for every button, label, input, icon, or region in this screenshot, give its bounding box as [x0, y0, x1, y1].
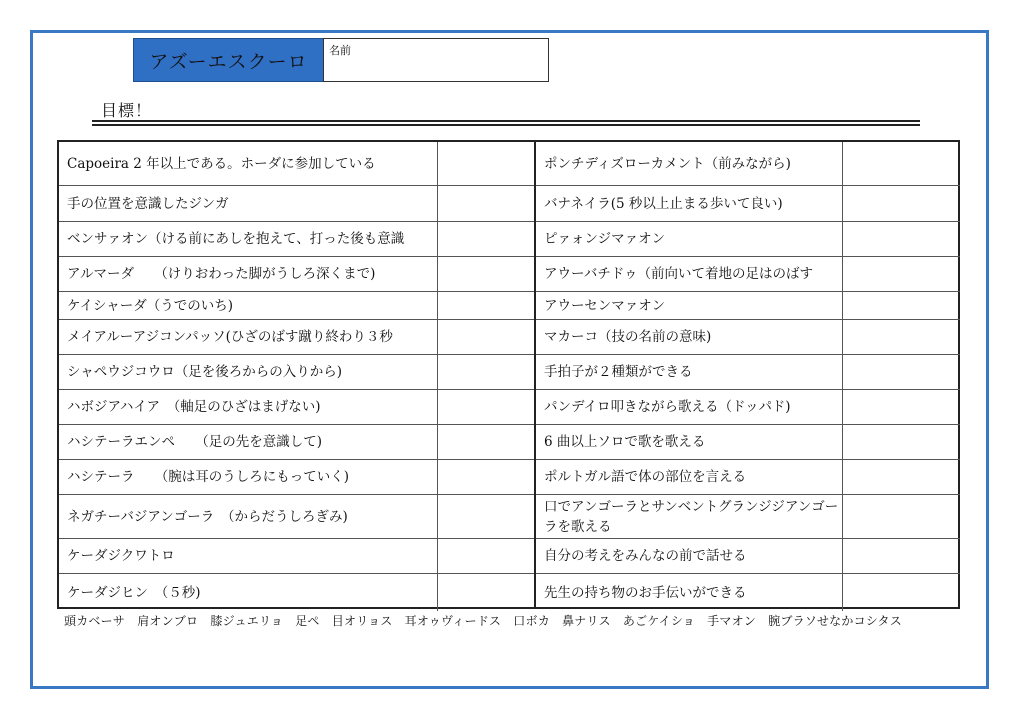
item-label: ハシテーラ （腕は耳のうしろにもっていく)	[67, 469, 350, 485]
level-title: アズーエスクーロ	[149, 50, 308, 73]
table-row	[536, 142, 960, 186]
table-row	[59, 222, 534, 257]
check-cell[interactable]	[842, 539, 960, 573]
check-cell[interactable]	[437, 142, 534, 185]
item-label: ケイシャーダ（うでのいち)	[67, 297, 234, 314]
table-row	[536, 574, 960, 611]
check-cell[interactable]	[437, 292, 534, 319]
table-row	[59, 539, 534, 574]
table-row	[59, 142, 534, 186]
item-label: アウーバチドゥ（前向いて着地の足はのばす	[544, 266, 813, 282]
table-row	[536, 292, 960, 320]
table-row	[536, 222, 960, 257]
check-cell[interactable]	[437, 355, 534, 389]
item-label: シャペウジコウロ（足を後ろからの入りから)	[67, 364, 342, 380]
item-label: ネガチーバジアンゴーラ （からだうしろぎみ)	[67, 508, 348, 525]
item-label: ベンサァオン（ける前にあしを抱えて、打った後も意識	[67, 231, 405, 247]
check-cell[interactable]	[842, 495, 960, 538]
item-label: ポンチディズローカメント（前みながら)	[544, 155, 791, 172]
check-cell[interactable]	[437, 257, 534, 291]
table-row	[536, 320, 960, 355]
item-label: 自分の考えをみんなの前で話せる	[544, 548, 747, 564]
check-cell[interactable]	[842, 355, 960, 389]
table-row	[536, 390, 960, 425]
table-row	[536, 425, 960, 460]
level-title-box	[133, 38, 324, 82]
item-label: 手拍子が２種類ができる	[544, 364, 693, 380]
item-label: 手の位置を意識したジンガ	[67, 195, 229, 212]
checklist-table	[57, 140, 960, 609]
check-cell[interactable]	[437, 222, 534, 256]
check-cell[interactable]	[437, 186, 534, 221]
item-label: メイアルーアジコンパッソ(ひざのばす蹴り終わり３秒	[67, 329, 393, 345]
item-label: パンデイロ叩きながら歌える（ドッパド)	[544, 399, 791, 415]
goal-underline	[92, 124, 920, 126]
check-cell[interactable]	[842, 320, 960, 354]
item-label: ピァォンジマァオン	[544, 231, 666, 247]
check-cell[interactable]	[437, 539, 534, 573]
table-row	[59, 425, 534, 460]
name-label: 名前	[329, 44, 351, 57]
table-row	[536, 460, 960, 495]
check-cell[interactable]	[437, 495, 534, 538]
table-row	[59, 257, 534, 292]
table-row	[536, 539, 960, 574]
check-cell[interactable]	[842, 222, 960, 256]
check-cell[interactable]	[842, 574, 960, 611]
table-row	[59, 495, 534, 539]
check-cell[interactable]	[842, 186, 960, 221]
check-cell[interactable]	[437, 460, 534, 494]
body-parts-vocabulary: 頭カベーサ 肩オンブロ 膝ジュエリョ 足ペ 目オリョス 耳オゥヴィードス 口ボカ 鼻ナリス あごケイショ 手マオン 腕ブラソせなかコシタス	[64, 614, 902, 628]
check-cell[interactable]	[437, 320, 534, 354]
item-label: ハシテーラエンペ （足の先を意識して)	[67, 434, 323, 450]
check-cell[interactable]	[842, 425, 960, 459]
right-column	[534, 142, 960, 607]
item-label: 口でアンゴーラとサンベントグランジジアンゴーラを歌える	[544, 498, 839, 535]
item-label: ケーダジヒン （５秒)	[67, 584, 201, 601]
goal-underline	[92, 120, 920, 122]
table-row	[59, 460, 534, 495]
left-column	[59, 142, 534, 607]
table-row	[536, 186, 960, 222]
table-row	[59, 320, 534, 355]
item-label: マカーコ（技の名前の意味)	[544, 329, 712, 345]
table-row	[59, 574, 534, 611]
table-row	[59, 186, 534, 222]
item-label: ハボジアハイア （軸足のひざはまげない)	[67, 399, 321, 415]
item-label: アルマーダ （けりおわった脚がうしろ深くまで)	[67, 266, 376, 282]
item-label: Capoeira 2 年以上である。ホーダに参加している	[67, 155, 376, 172]
item-label: ケーダジクワトロ	[67, 548, 175, 564]
item-label: バナネイラ(5 秒以上止まる歩いて良い)	[544, 195, 783, 212]
table-row	[59, 390, 534, 425]
table-row	[59, 292, 534, 320]
check-cell[interactable]	[437, 425, 534, 459]
check-cell[interactable]	[842, 460, 960, 494]
item-label: アウーセンマァオン	[544, 297, 666, 314]
table-row	[59, 355, 534, 390]
name-field[interactable]	[323, 38, 549, 82]
check-cell[interactable]	[842, 390, 960, 424]
table-row	[536, 257, 960, 292]
item-label: 6 曲以上ソロで歌を歌える	[544, 434, 706, 450]
check-cell[interactable]	[842, 257, 960, 291]
item-label: 先生の持ち物のお手伝いができる	[544, 584, 747, 601]
check-cell[interactable]	[842, 142, 960, 185]
table-row	[536, 355, 960, 390]
check-cell[interactable]	[437, 574, 534, 611]
table-row	[536, 495, 960, 539]
goal-label: 目標！	[101, 101, 153, 120]
check-cell[interactable]	[437, 390, 534, 424]
check-cell[interactable]	[842, 292, 960, 319]
item-label: ポルトガル語で体の部位を言える	[544, 469, 747, 485]
